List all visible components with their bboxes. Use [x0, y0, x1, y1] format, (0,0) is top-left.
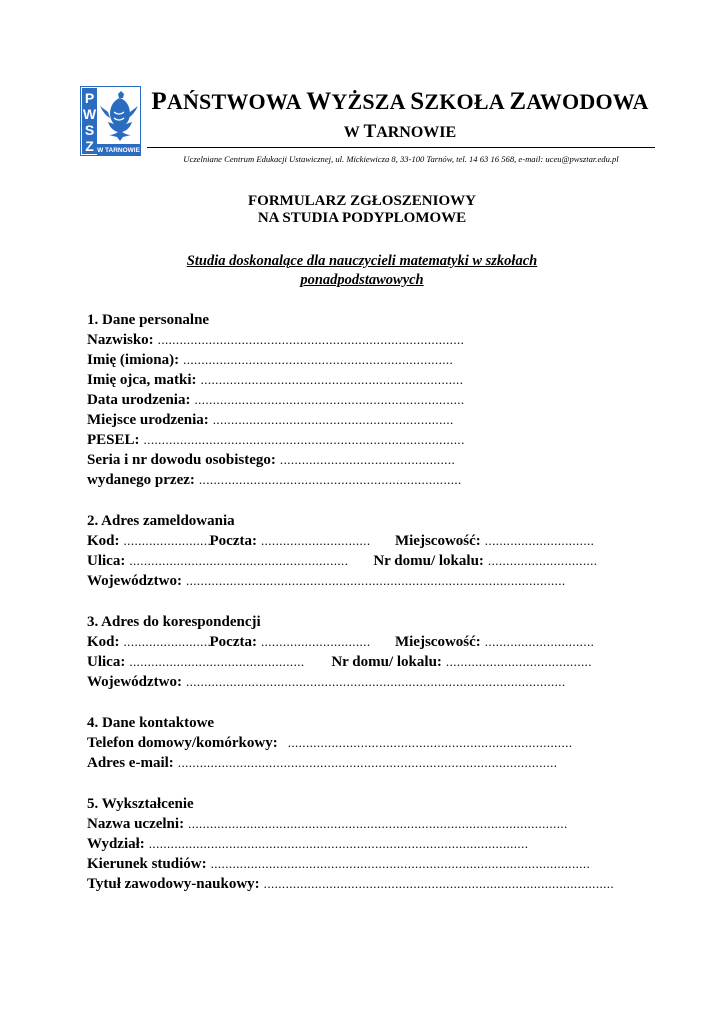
- section-heading-registered-address: 2. Adres zameldowania: [87, 513, 235, 529]
- row-correspondence-voivodeship[interactable]: Województwo: ........................................................................................................: [87, 674, 566, 690]
- school-city: W TARNOWIE: [343, 121, 457, 142]
- row-registered-code[interactable]: Kod: ........................ Poczta: .............................. Miejscowość: ..............................: [87, 533, 595, 549]
- field-pesel[interactable]: PESEL: ........................................................................................: [87, 432, 465, 448]
- row-correspondence-street[interactable]: Ulica: ................................................ Nr domu/ lokalu: ........................................: [87, 654, 592, 670]
- field-id-document[interactable]: Seria i nr dowodu osobistego: ................................................: [87, 452, 456, 468]
- logo-letter-w: W: [82, 106, 97, 122]
- row-correspondence-code[interactable]: Kod: ........................ Poczta: .............................. Miejscowość: ..............................: [87, 634, 595, 650]
- section-heading-contact: 4. Dane kontaktowe: [87, 715, 215, 731]
- field-first-names[interactable]: Imię (imiona): ..........................................................................: [87, 352, 454, 368]
- field-university[interactable]: Nazwa uczelni: ........................................................................................................: [87, 816, 568, 832]
- logo-letter-p: P: [84, 90, 95, 106]
- field-faculty[interactable]: Wydział: ........................................................................................................: [87, 836, 529, 852]
- section-heading-education: 5. Wykształcenie: [87, 796, 194, 812]
- field-issued-by[interactable]: wydanego przez: ........................................................................: [87, 472, 462, 488]
- field-parents-names[interactable]: Imię ojca, matki: ........................................................................: [87, 372, 464, 388]
- section-heading-personal: 1. Dane personalne: [87, 312, 210, 328]
- field-birth-place[interactable]: Miejsce urodzenia: ..................................................................: [87, 412, 454, 428]
- logo-caption: W TARNOWIE: [97, 147, 140, 154]
- header-divider: [147, 147, 655, 148]
- field-birth-date[interactable]: Data urodzenia: ..........................................................................: [87, 392, 465, 408]
- form-title: FORMULARZ ZGŁOSZENIOWY: [248, 193, 476, 209]
- form-subtitle: NA STUDIA PODYPLOMOWE: [257, 210, 467, 226]
- field-email[interactable]: Adres e-mail: ........................................................................................................: [87, 755, 558, 771]
- field-field-of-study[interactable]: Kierunek studiów: ........................................................................................................: [87, 856, 591, 872]
- section-heading-correspondence-address: 3. Adres do korespondencji: [87, 614, 261, 630]
- school-name: PAŃSTWOWA WYŻSZA SZKOŁA ZAWODOWA: [151, 88, 649, 115]
- school-logo: [80, 86, 141, 156]
- program-name: Studia doskonalące dla nauczycieli matematyki w szkołach: [186, 253, 538, 269]
- program-name-cont: ponadpodstawowych: [300, 272, 424, 288]
- logo-letter-z: Z: [85, 138, 94, 154]
- field-surname[interactable]: Nazwisko: ....................................................................................: [87, 332, 465, 348]
- row-registered-voivodeship[interactable]: Województwo: ........................................................................................................: [87, 573, 566, 589]
- row-registered-street[interactable]: Ulica: ............................................................ Nr domu/ lokalu: ..............................: [87, 553, 598, 569]
- field-degree[interactable]: Tytuł zawodowy-naukowy: ................................................................................................: [87, 876, 615, 892]
- field-phone[interactable]: Telefon domowy/komórkowy: ..............................................................................: [87, 735, 573, 751]
- logo-letter-s: S: [84, 122, 95, 138]
- institution-address: Uczelniane Centrum Edukacji Ustawicznej, ul. Mickiewicza 8, 33-100 Tarnów, tel. 14 63 16 568, e-mail: uceu@pwsztar.edu.pl: [183, 154, 619, 164]
